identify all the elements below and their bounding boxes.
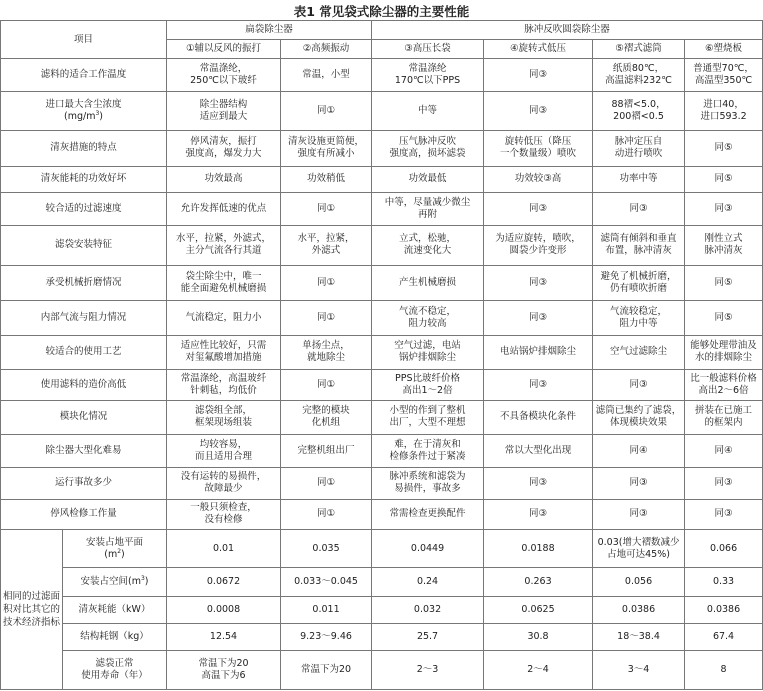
table-cell: 0.056 — [593, 567, 685, 597]
table-cell: 气流不稳定， 阻力较高 — [372, 300, 484, 335]
header-type-6: ⑥塑烧板 — [685, 40, 763, 59]
table-cell: 拼装在已施工 的框架内 — [685, 400, 763, 434]
table-cell: 旋转低压（降压 一个数量级）喷吹 — [484, 130, 593, 166]
table-row — [1, 400, 763, 434]
unit-close: ) — [99, 110, 103, 122]
table-cell: 常温，小型 — [281, 59, 372, 92]
table-cell: 0.0008 — [167, 597, 281, 624]
tech-row-label: 清灰耗能（kW） — [63, 597, 167, 624]
table-cell: 0.032 — [372, 597, 484, 624]
table-cell: 功率中等 — [593, 166, 685, 193]
table-cell: 0.0625 — [484, 597, 593, 624]
table-cell: 3～4 — [593, 650, 685, 689]
table-cell: 同① — [281, 467, 372, 499]
table-cell: 常温下为20 高温下为6 — [167, 650, 281, 689]
table-cell: 常温涤纶， 250℃以下玻纤 — [167, 59, 281, 92]
table-row — [1, 226, 763, 265]
row-label: 较适合的使用工艺 — [1, 335, 167, 369]
table-cell: 允许发挥低速的优点 — [167, 193, 281, 226]
table-row — [1, 265, 763, 300]
table-cell: 压气脉冲反吹 强度高，损坏滤袋 — [372, 130, 484, 166]
table-cell: 12.54 — [167, 623, 281, 650]
unit-text: (mg/m — [64, 110, 96, 122]
table-row — [1, 59, 763, 92]
table-cell: 同③ — [685, 467, 763, 499]
table-cell: 水平，拉紧，外滤式， 主分气流各行其道 — [167, 226, 281, 265]
table-cell: 0.0188 — [484, 530, 593, 567]
row-label: 承受机械折磨情况 — [1, 265, 167, 300]
table-cell: 0.0672 — [167, 567, 281, 597]
table-cell: 0.0449 — [372, 530, 484, 567]
table-cell: 0.33 — [685, 567, 763, 597]
table-cell: 适应性比较好，只需 对玺氟酸增加措施 — [167, 335, 281, 369]
table-cell: 同① — [281, 499, 372, 530]
row-label: 除尘器大型化难易 — [1, 434, 167, 467]
tech-row-label: 结构耗钢（kg） — [63, 623, 167, 650]
row-label: 内部气流与阻力情况 — [1, 300, 167, 335]
table-cell: 单扬尘点， 就地除尘 — [281, 335, 372, 369]
table-cell: 避免了机械折磨， 仍有喷吹折磨 — [593, 265, 685, 300]
table-cell: 67.4 — [685, 623, 763, 650]
table-cell: 0.0386 — [593, 597, 685, 624]
table-cell: 滤袋组全部， 框架现场组装 — [167, 400, 281, 434]
tech-row-label — [63, 530, 167, 567]
header-group-flat: 扁袋除尘器 — [167, 21, 372, 40]
header-row-groups — [1, 21, 763, 40]
row-label — [1, 92, 167, 130]
header-item: 项目 — [1, 21, 167, 59]
table-cell: 完整的模块 化机组 — [281, 400, 372, 434]
table-cell: 滤筒已集约了滤袋， 体现模块效果 — [593, 400, 685, 434]
table-cell: 同③ — [593, 499, 685, 530]
table-cell: 中等，尽量减少微尘 再附 — [372, 193, 484, 226]
table-cell: 18～38.4 — [593, 623, 685, 650]
unit-superscript: 3 — [140, 574, 145, 582]
table-row — [1, 467, 763, 499]
table-cell: 同③ — [484, 265, 593, 300]
table-cell: 同③ — [484, 59, 593, 92]
tech-row — [1, 530, 763, 567]
tech-row — [1, 623, 763, 650]
table-cell: 0.263 — [484, 567, 593, 597]
table-cell: 中等 — [372, 92, 484, 130]
table-cell: 0.035 — [281, 530, 372, 567]
header-type-3: ③高压长袋 — [372, 40, 484, 59]
table-cell: 没有运转的易损件， 故障最少 — [167, 467, 281, 499]
table-cell: 9.23～9.46 — [281, 623, 372, 650]
table-cell: 水平，拉紧， 外滤式 — [281, 226, 372, 265]
header-type-4: ④旋转式低压 — [484, 40, 593, 59]
table-cell: 88褶<5.0， 200褶<0.5 — [593, 92, 685, 130]
table-cell: 0.011 — [281, 597, 372, 624]
header-type-1: ①辅以反风的振打 — [167, 40, 281, 59]
unit-close: ) — [121, 548, 125, 560]
table-cell: 小型的作到了整机 出厂，大型不理想 — [372, 400, 484, 434]
tech-label-text: 安装占地平面 — [86, 536, 144, 548]
performance-table — [0, 20, 763, 690]
table-cell: 刚性立式 脉冲清灰 — [685, 226, 763, 265]
table-cell: 常需检查更换配件 — [372, 499, 484, 530]
row-label: 清灰能耗的功效好坏 — [1, 166, 167, 193]
unit-close: ) — [144, 575, 149, 587]
table-row — [1, 300, 763, 335]
row-label: 使用滤料的造价高低 — [1, 369, 167, 400]
table-cell: 功效最高 — [167, 166, 281, 193]
table-cell: 常温涤纶 170℃以下PPS — [372, 59, 484, 92]
table-cell: 电站锅炉排烟除尘 — [484, 335, 593, 369]
unit-superscript: 2 — [117, 547, 122, 555]
unit-superscript: 3 — [95, 109, 100, 117]
table-cell: 难，在于清灰和 检修条件过于紧凑 — [372, 434, 484, 467]
tech-row-label — [63, 567, 167, 597]
table-cell: 纸质80℃， 高温滤料232℃ — [593, 59, 685, 92]
table-cell: 0.066 — [685, 530, 763, 567]
table-cell: 同① — [281, 369, 372, 400]
row-label: 滤袋安装特征 — [1, 226, 167, 265]
row-label: 停风检修工作量 — [1, 499, 167, 530]
table-row — [1, 166, 763, 193]
table-cell: 0.24 — [372, 567, 484, 597]
table-title: 表1 常见袋式除尘器的主要性能 — [293, 4, 470, 19]
table-cell: 同① — [281, 92, 372, 130]
table-cell: 立式，松驰， 流速变化大 — [372, 226, 484, 265]
table-cell: 同① — [281, 193, 372, 226]
table-row — [1, 499, 763, 530]
table-cell: 均较容易， 而且适用合理 — [167, 434, 281, 467]
table-row — [1, 335, 763, 369]
table-cell: 常以大型化出现 — [484, 434, 593, 467]
table-cell: 同③ — [685, 193, 763, 226]
table-cell: 常温下为20 — [281, 650, 372, 689]
row-label: 较合适的过滤速度 — [1, 193, 167, 226]
table-row — [1, 434, 763, 467]
table-cell: 为适应旋转，喷吹， 圆袋少许变形 — [484, 226, 593, 265]
table-body — [1, 21, 763, 690]
table-cell: 脉冲定压自 动进行喷吹 — [593, 130, 685, 166]
table-cell: 同③ — [685, 499, 763, 530]
table-cell: 同⑤ — [685, 166, 763, 193]
table-cell: 8 — [685, 650, 763, 689]
table-cell: 同③ — [484, 92, 593, 130]
unit-text: (m — [128, 575, 141, 587]
tech-row — [1, 597, 763, 624]
header-type-2: ②高频振动 — [281, 40, 372, 59]
table-cell: 同① — [281, 300, 372, 335]
table-cell: 同③ — [484, 300, 593, 335]
tech-row — [1, 567, 763, 597]
table-cell: 比一般滤料价格 高出2～6倍 — [685, 369, 763, 400]
tech-group-label: 相同的过滤面积对比其它的技术经济指标 — [1, 530, 63, 690]
table-cell: 同① — [281, 265, 372, 300]
table-cell: 功效最低 — [372, 166, 484, 193]
table-cell: 0.033～0.045 — [281, 567, 372, 597]
header-group-pulse: 脉冲反吹圆袋除尘器 — [372, 21, 763, 40]
table-cell: 普通型70℃， 高温型350℃ — [685, 59, 763, 92]
table-cell: 空气过滤，电站 锅炉排烟除尘 — [372, 335, 484, 369]
row-label-text: 进口最大含尘浓度 — [45, 98, 122, 110]
table-cell: 0.03(增大褶数减少 占地可达45%) — [593, 530, 685, 567]
row-label: 滤料的适合工作温度 — [1, 59, 167, 92]
table-row — [1, 130, 763, 166]
table-cell: 功效稍低 — [281, 166, 372, 193]
table-cell: 同③ — [593, 369, 685, 400]
table-row — [1, 92, 763, 130]
table-cell: 常温涤纶，高温玻纤 针刺毡，均低价 — [167, 369, 281, 400]
table-cell: 气流稳定，阻力小 — [167, 300, 281, 335]
table-cell: 袋尘除尘中，唯一 能全面避免机械磨损 — [167, 265, 281, 300]
table-cell: 同③ — [484, 369, 593, 400]
table-cell: 进口40， 进口593.2 — [685, 92, 763, 130]
table-cell: 2～4 — [484, 650, 593, 689]
header-type-5: ⑤褶式滤筒 — [593, 40, 685, 59]
table-cell: PPS比玻纤价格 高出1～2倍 — [372, 369, 484, 400]
table-cell: 2～3 — [372, 650, 484, 689]
table-cell: 同⑤ — [685, 265, 763, 300]
table-cell: 同③ — [484, 499, 593, 530]
table-cell: 25.7 — [372, 623, 484, 650]
tech-row-label: 滤袋正常 使用寿命（年） — [63, 650, 167, 689]
row-label: 模块化情况 — [1, 400, 167, 434]
table-cell: 能够处理带油及 水的排烟除尘 — [685, 335, 763, 369]
table-cell: 滤筒有倾斜和垂直 布置，脉冲清灰 — [593, 226, 685, 265]
row-label: 运行事故多少 — [1, 467, 167, 499]
table-cell: 同③ — [593, 193, 685, 226]
table-cell: 完整机组出厂 — [281, 434, 372, 467]
tech-label-text: 安装占空间 — [80, 575, 128, 587]
table-cell: 功效较③高 — [484, 166, 593, 193]
table-cell: 同③ — [484, 193, 593, 226]
table-cell: 清灰设施更简便， 强度有所减小 — [281, 130, 372, 166]
table-cell: 同⑤ — [685, 300, 763, 335]
table-cell: 同③ — [593, 467, 685, 499]
table-cell: 同③ — [484, 467, 593, 499]
table-cell: 同⑤ — [685, 130, 763, 166]
table-cell: 一般只须检查， 没有检修 — [167, 499, 281, 530]
table-cell: 气流较稳定， 阻力中等 — [593, 300, 685, 335]
table-cell: 停风清灰，振打 强度高，爆发力大 — [167, 130, 281, 166]
table-cell: 脉冲系统和滤袋为 易损件，事故多 — [372, 467, 484, 499]
table-cell: 产生机械磨损 — [372, 265, 484, 300]
row-label: 清灰措施的特点 — [1, 130, 167, 166]
table-row — [1, 369, 763, 400]
table-cell: 同④ — [593, 434, 685, 467]
table-cell: 除尘器结构 适应到最大 — [167, 92, 281, 130]
table-cell: 30.8 — [484, 623, 593, 650]
unit-text: (m — [104, 548, 118, 560]
table-cell: 不具备模块化条件 — [484, 400, 593, 434]
table-cell: 空气过滤除尘 — [593, 335, 685, 369]
table-cell: 同④ — [685, 434, 763, 467]
table-cell: 0.0386 — [685, 597, 763, 624]
table-row — [1, 193, 763, 226]
table-cell: 0.01 — [167, 530, 281, 567]
tech-row — [1, 650, 763, 689]
